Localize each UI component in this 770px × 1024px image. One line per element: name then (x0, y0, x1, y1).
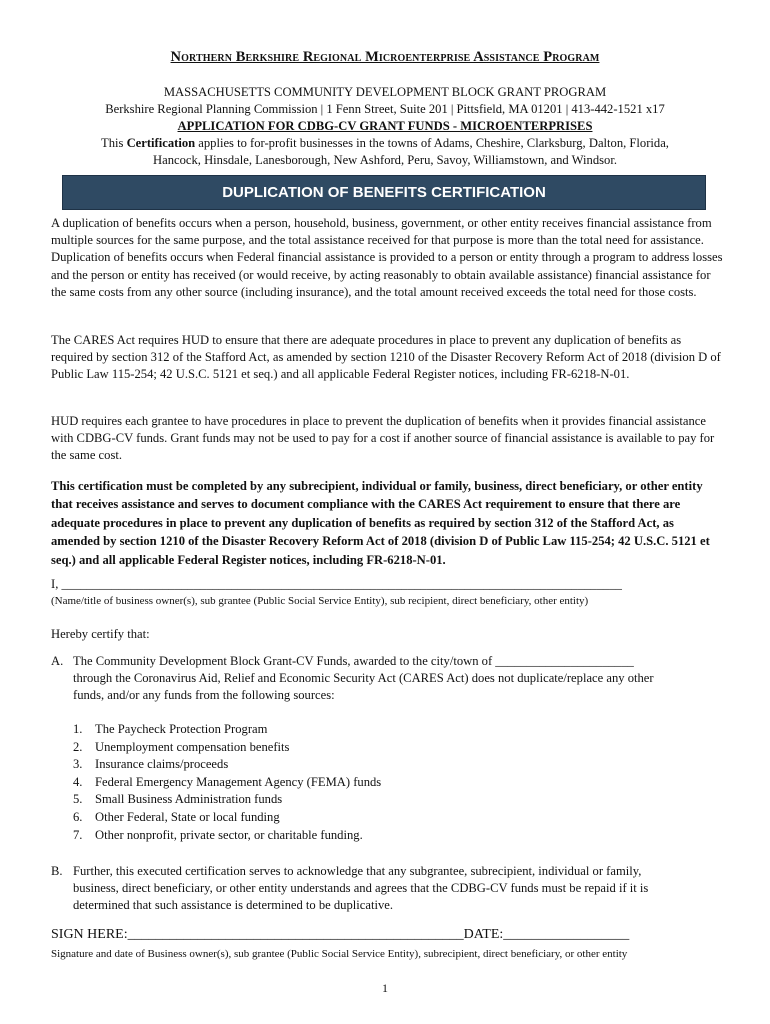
item-b-marker: B. (51, 864, 63, 878)
item-a-line2: through the Coronavirus Aid, Relief and Economic Security Act (CARES Act) does not duplicate/replace any other (73, 671, 654, 685)
application-title: APPLICATION FOR CDBG-CV GRANT FUNDS - MICROENTERPRISES (177, 119, 593, 133)
certification-scope-line2: Hancock, Hinsdale, Lanesborough, New Ashford, Peru, Savoy, Williamstown, and Windsor. (153, 153, 617, 167)
signature-caption: Signature and date of Business owner(s), sub grantee (Public Social Service Entity), subrecipient, direct beneficiary, or other entity (51, 948, 628, 960)
certification-scope-line1: This Certification applies to for-profit businesses in the towns of Adams, Cheshire, Clarksburg, Dalton, Florida, (101, 136, 669, 150)
program-title: Northern Berkshire Regional Microenterprise Assistance Program (170, 49, 600, 65)
paragraph-hud-requirements: HUD requires each grantee to have procedures in place to prevent the duplication of benefits when it provides financial assistance with CDBG-CV funds. Grant funds may not be used to pay for a cost if another source of financial assistance is available to pay for the same cost. (51, 414, 715, 463)
page-number: 1 (382, 981, 388, 995)
list-item: 6. Other Federal, State or local funding (73, 809, 280, 824)
contact-address: Berkshire Regional Planning Commission | 1 Fenn Street, Suite 201 | Pittsfield, MA 01201 | 413-442-1521 x17 (105, 102, 665, 116)
paragraph-definition: A duplication of benefits occurs when a person, household, business, government, or other entity receives financial assistance from multiple sources for the same purpose, and the total assistance received for that purpose is more than the total need for assistance. Duplication of benefits occurs when Federal financial assistance is provided to a person or entity through a program to address losses and the person or entity has received (or would receive, by acting reasonably to obtain available assistance) financial assistance for the same costs from any other source (including insurance), and the total amount received exceeds the total need for those costs. (51, 216, 723, 299)
section-banner: DUPLICATION OF BENEFITS CERTIFICATION (62, 175, 706, 210)
paragraph-cares-act: The CARES Act requires HUD to ensure that there are adequate procedures in place to prevent any duplication of benefits as required by section 312 of the Stafford Act, as amended by section 1210 of the Disaster Recovery Reform Act of 2018 (division D of Public Law 115-254; 42 U.S.C. 5121 et seq.) and all applicable Federal Register notices, including FR-6218-N-01. (51, 333, 721, 382)
item-a-marker: A. (51, 654, 64, 668)
list-item: 2. Unemployment compensation benefits (73, 739, 290, 754)
list-item: 4. Federal Emergency Management Agency (FEMA) funds (73, 774, 382, 789)
signature-line[interactable]: SIGN HERE:________________________________________________DATE:__________________ (51, 927, 630, 942)
program-name: MASSACHUSETTS COMMUNITY DEVELOPMENT BLOCK GRANT PROGRAM (163, 85, 607, 99)
list-item: 1. The Paycheck Protection Program (73, 722, 268, 736)
list-item: 5. Small Business Administration funds (73, 792, 283, 807)
certify-statement: Hereby certify that: (51, 627, 150, 641)
item-a-line3: funds, and/or any funds from the following sources: (73, 688, 335, 702)
name-field-caption: (Name/title of business owner(s), sub grantee (Public Social Service Entity), sub recipient, direct beneficiary, other entity) (51, 595, 589, 607)
list-item: 7. Other nonprofit, private sector, or charitable funding. (73, 827, 363, 842)
item-a-line1: The Community Development Block Grant-CV Funds, awarded to the city/town of ______________________ (73, 654, 634, 668)
item-b-line1: Further, this executed certification serves to acknowledge that any subgrantee, subrecipient, individual or family, (73, 864, 642, 878)
name-field-line[interactable]: I, _________________________________________________________________________________________ (51, 577, 622, 591)
item-b-line3: determined that such assistance is determined to be duplicative. (73, 898, 393, 912)
funding-sources-list (73, 721, 381, 844)
paragraph-certification-requirement: This certification must be completed by any subrecipient, individual or family, business, direct beneficiary, or other entity that receives assistance and serves to document compliance with the CARES Act requirement to ensure that there are adequate procedures in place to prevent any duplication of benefits as required by section 312 of the Stafford Act, as amended by section 1210 of the Disaster Recovery Reform Act of 2018 (division D of Public Law 115-254; 42 U.S.C. 5121 et seq.) and all applicable Federal Register notices, including FR-6218-N-01. (51, 479, 710, 567)
item-b-line2: business, direct beneficiary, or other entity understands and agrees that the CDBG-CV funds must be repaid if it is (73, 881, 649, 895)
list-item: 3. Insurance claims/proceeds (73, 757, 229, 772)
